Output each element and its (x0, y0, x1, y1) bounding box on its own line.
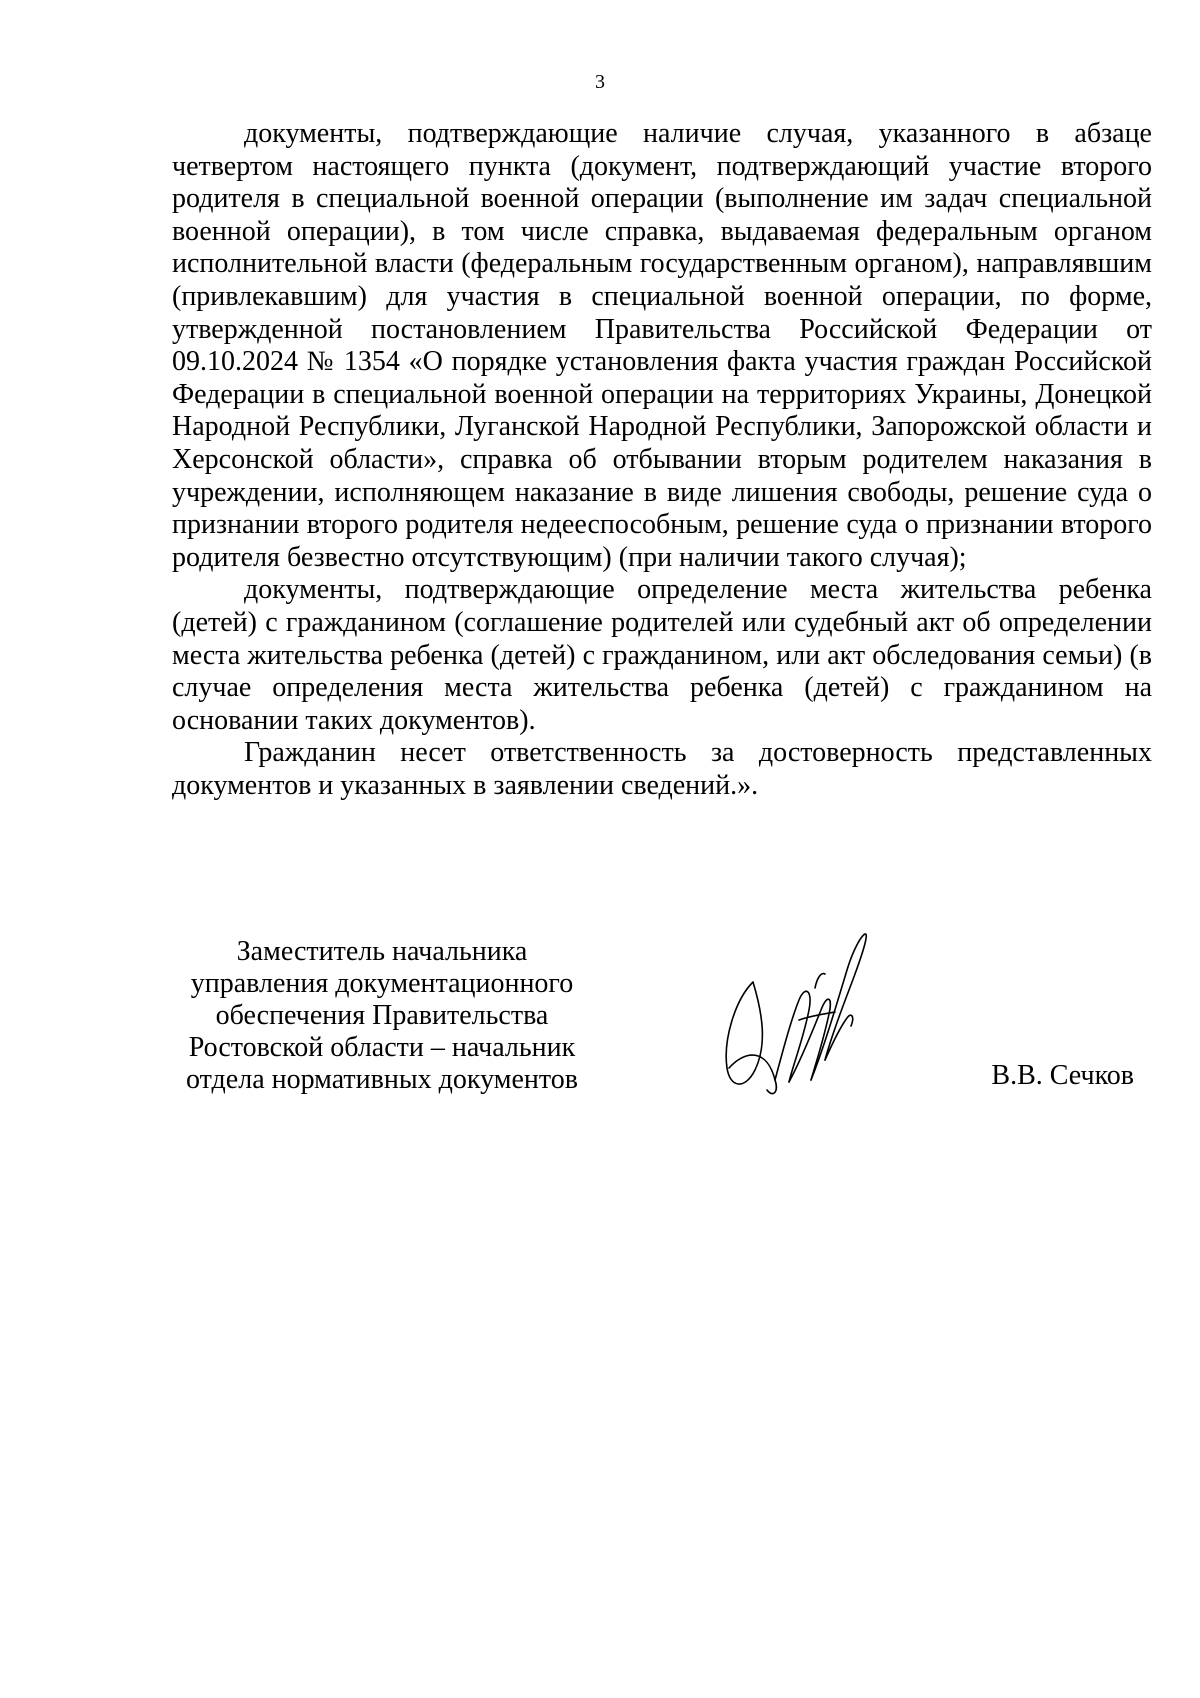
position-line: обеспечения Правительства (215, 1000, 549, 1031)
signer-name: В.В. Сечков (991, 1060, 1134, 1091)
page-number: 3 (595, 71, 605, 93)
paragraph-documents-case: документы, подтверждающие наличие случая, указанного в абзаце четвертом настоящего пункта (документ, подтверждающий участие второго родителя в специальной военной операции (выполнение им задач специальной военной операции), в том числе справка, выдаваемая федеральным органом исполнительной власти (федеральным государственным органом), направлявшим (привлекавшим) для участия в специальной военной операции, по форме, утвержденной постановлением Правительства Российской Федерации от 09.10.2024 № 1354 «О порядке установления факта участия граждан Российской Федерации в специальной военной операции на территориях Украины, Донецкой Народной Республики, Луганской Народной Республики, Запорожской области и Херсонской области», справка об отбывании вторым родителем наказания в учреждении, исполняющем наказание в виде лишения свободы, решение суда о признании второго родителя недееспособным, решение суда о признании второго родителя безвестно отсутствующим) (при наличии такого случая); (172, 118, 1152, 573)
handwritten-signature (715, 930, 875, 1100)
document-body (172, 118, 1152, 802)
position-line: Ростовской области – начальник (188, 1032, 576, 1063)
paragraph-documents-residence: документы, подтверждающие определение места жительства ребенка (детей) с гражданином (соглашение родителей или судебный акт об определении места жительства ребенка (детей) с гражданином, или акт обследования семьи) (в случае определения места жительства ребенка (детей) с гражданином на основании таких документов). (172, 574, 1152, 736)
paragraph-responsibility: Гражданин несет ответственность за достоверность представленных документов и указанных в заявлении сведений.». (172, 737, 1152, 801)
position-line: управления документационного (190, 968, 574, 999)
position-line: отдела нормативных документов (186, 1064, 578, 1095)
signatory-position (172, 936, 592, 1096)
position-line: Заместитель начальника (236, 936, 528, 967)
